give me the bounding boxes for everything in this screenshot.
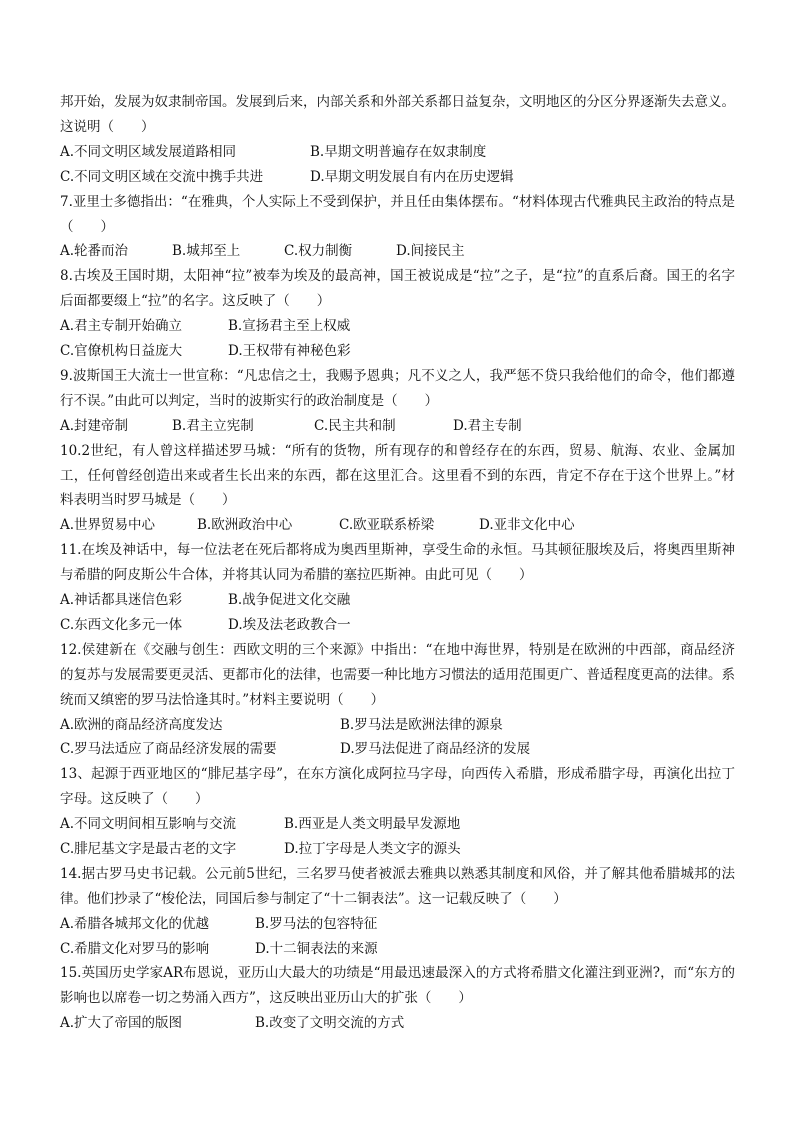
option-a[interactable]: A.欧洲的商品经济高度发达 bbox=[60, 716, 223, 733]
option-d[interactable]: D.拉丁字母是人类文字的源头 bbox=[284, 841, 461, 857]
question-15-stem: 15.英国历史学家AR布恩说，亚历山大最大的功绩是“用最迅速最深入的方式将希腊文化灌注到亚洲?，而“东方的影响也以席卷一切之势涌入西方”，这反映出亚历山大的扩张（ ） bbox=[60, 965, 735, 1007]
question-12-options-row-2 bbox=[60, 737, 735, 762]
question-6-options-row-1 bbox=[60, 140, 735, 165]
exam-page bbox=[60, 90, 735, 1036]
question-14-options-row-2 bbox=[60, 937, 735, 962]
question-15-options-row-1 bbox=[60, 1011, 735, 1036]
question-7-stem: 7.亚里士多德指出：“在雅典，个人实际上不受到保护，并且任由集体摆布。“材料体现古代雅典民主政治的特点是（ ） bbox=[60, 193, 735, 235]
option-c[interactable]: C.东西文化多元一体 bbox=[60, 616, 183, 633]
option-c[interactable]: C.民主共和制 bbox=[314, 417, 396, 434]
option-d[interactable]: D.十二铜表法的来源 bbox=[255, 940, 378, 957]
option-a[interactable]: A.君主专制开始确立 bbox=[60, 318, 183, 335]
question-13-options-row-1 bbox=[60, 812, 735, 837]
option-d[interactable]: D.埃及法老政教合一 bbox=[228, 616, 351, 633]
question-14-options-row-1 bbox=[60, 912, 735, 937]
option-c[interactable]: C.官僚机构日益庞大 bbox=[60, 343, 183, 359]
option-a[interactable]: A.轮番而治 bbox=[60, 243, 129, 260]
question-11-stem: 11.在埃及神话中，每一位法老在死后都将成为奥西里斯神，享受生命的永恒。马其顿征服埃及后，将奥西里斯神与希腊的阿皮斯公牛合体，并将其认同为希腊的塞拉匹斯神。由此可见（ ） bbox=[60, 542, 735, 584]
question-6-options-row-2 bbox=[60, 165, 735, 190]
question-14-stem: 14.据古罗马史书记载。公元前5世纪，三名罗马使者被派去雅典以熟悉其制度和风俗，并了解其他希腊城邦的法律。他们抄录了“梭伦法，同国后参与制定了“十二铜表法”。这一记载反映了（ ） bbox=[60, 865, 735, 907]
question-7-options bbox=[60, 239, 735, 264]
question-13-stem: 13、起源于西亚地区的“腓尼基字母”，在东方演化成阿拉马字母，向西传入希腊，形成希腊字母，再演化出拉丁字母。这反映了（ ） bbox=[60, 766, 735, 808]
question-8-options-row-1 bbox=[60, 314, 735, 339]
option-c[interactable]: C.腓尼基文字是最古老的文字 bbox=[60, 841, 237, 857]
option-d[interactable]: D.早期文明发展自有内在历史逻辑 bbox=[310, 168, 514, 185]
question-10-stem: 10.2世纪，有人曾这样描述罗马城：“所有的货物，所有现存的和曾经存在的东西，贸易、航海、农业、金属加工，任何曾经创造出来或者生长出来的东西，都在这里汇合。这里看不到的东西，肯定不存在于这个世界上。”材料表明当时罗马城是（ ） bbox=[60, 442, 735, 509]
question-8-stem: 8.古埃及王国时期，太阳神“拉”被奉为埃及的最高神，国王被说成是“拉”之子，是“拉”的直系后裔。国王的名字后面都要缀上“拉”的名字。这反映了（ ） bbox=[60, 268, 735, 310]
option-d[interactable]: D.亚非文化中心 bbox=[479, 517, 575, 534]
option-b[interactable]: B.西亚是人类文明最早发源地 bbox=[284, 816, 461, 833]
option-a[interactable]: A.世界贸易中心 bbox=[60, 517, 156, 534]
question-8-options-row-2 bbox=[60, 339, 735, 364]
question-6-stem: 邦开始，发展为奴隶制帝国。发展到后来，内部关系和外部关系都日益复杂，文明地区的分区分界逐渐失去意义。这说明（ ） bbox=[60, 94, 735, 135]
question-11-options-row-2 bbox=[60, 613, 735, 638]
question-9-stem: 9.波斯国王大流士一世宣称：“凡忠信之士，我赐予恩典；凡不义之人，我严惩不贷只我给他们的命令，他们都遵行不误。”由此可以判定，当时的波斯实行的政治制度是（ ） bbox=[60, 367, 735, 409]
option-b[interactable]: B.君主立宪制 bbox=[172, 417, 254, 434]
question-13-options-row-2 bbox=[60, 837, 735, 862]
option-b[interactable]: B.城邦至上 bbox=[172, 243, 241, 260]
option-d[interactable]: D.王权带有神秘色彩 bbox=[228, 343, 351, 359]
option-a[interactable]: A.神话都具迷信色彩 bbox=[60, 592, 183, 609]
option-a[interactable]: A.希腊各城邦文化的优越 bbox=[60, 915, 210, 932]
option-b[interactable]: B.罗马法是欧洲法律的源泉 bbox=[340, 716, 503, 733]
option-c[interactable]: C.权力制衡 bbox=[284, 243, 353, 260]
question-9-options bbox=[60, 414, 735, 439]
option-c[interactable]: C.希腊文化对罗马的影响 bbox=[60, 940, 210, 957]
question-12-stem: 12.侯建新在《交融与创生：西欧文明的三个来源》中指出：“在地中海世界，特别是在欧洲的中西部，商品经济的复苏与发展需要更灵活、更都市化的法律，也需要一种比地方习惯法的适用范围更广、普适程度更高的法律。系统而又缜密的罗马法恰逢其时。”材料主要说明（ ） bbox=[60, 641, 735, 708]
option-a[interactable]: A.封建帝制 bbox=[60, 417, 129, 434]
question-11-options-row-1 bbox=[60, 588, 735, 613]
option-d[interactable]: D.罗马法促进了商品经济的发展 bbox=[340, 741, 531, 758]
option-a[interactable]: A.不同文明区域发展道路相同 bbox=[60, 143, 237, 160]
option-d[interactable]: D.间接民主 bbox=[396, 243, 465, 260]
option-c[interactable]: C.罗马法适应了商品经济发展的需要 bbox=[60, 741, 277, 758]
option-d[interactable]: D.君主专制 bbox=[453, 417, 522, 434]
question-10-options bbox=[60, 513, 735, 538]
option-a[interactable]: A.不同文明间相互影响与交流 bbox=[60, 816, 237, 833]
option-b[interactable]: B.战争促进文化交融 bbox=[228, 592, 351, 609]
option-b[interactable]: B.欧洲政治中心 bbox=[197, 517, 293, 534]
option-c[interactable]: C.不同文明区域在交流中携手共进 bbox=[60, 168, 264, 185]
option-b[interactable]: B.宣扬君主至上权威 bbox=[228, 318, 351, 335]
question-12-options-row-1 bbox=[60, 713, 735, 738]
option-b[interactable]: B.早期文明普遍存在奴隶制度 bbox=[310, 143, 487, 160]
option-c[interactable]: C.欧亚联系桥梁 bbox=[339, 517, 435, 534]
option-b[interactable]: B.改变了文明交流的方式 bbox=[255, 1015, 405, 1032]
option-b[interactable]: B.罗马法的包容特征 bbox=[255, 915, 378, 932]
option-a[interactable]: A.扩大了帝国的版图 bbox=[60, 1015, 183, 1032]
